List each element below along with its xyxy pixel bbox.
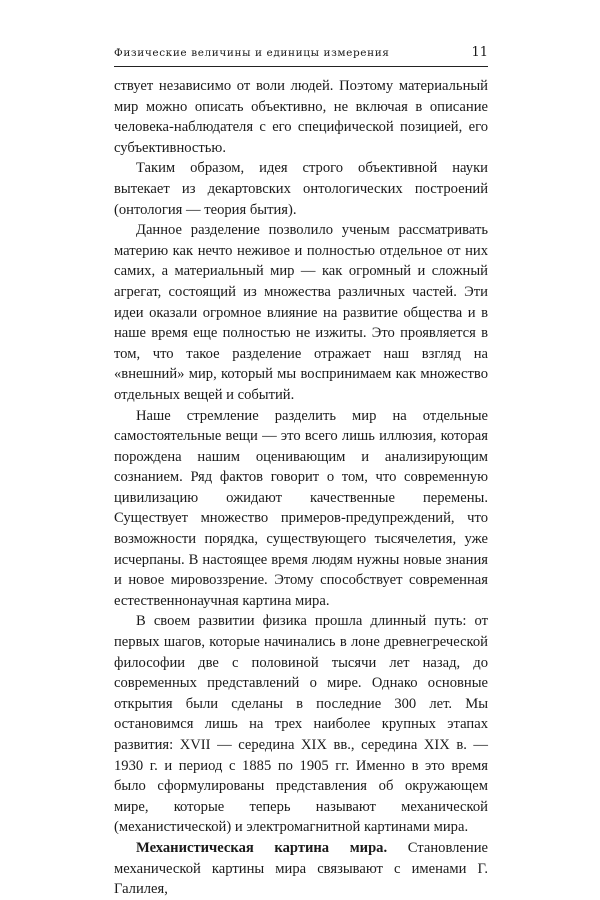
running-header xyxy=(114,47,488,63)
section-heading: Механистическая картина мира. xyxy=(136,839,388,856)
body-text xyxy=(114,76,488,900)
paragraph-1: ствует независимо от воли людей. Поэтому материальный мир можно описать объективно, не включая в описание человека-наблюдателя с его специфической позицией, его субъективностью. xyxy=(114,78,488,156)
paragraph-5: В своем развитии физика прошла длинный путь: от первых шагов, которые начинались в лоне древнегреческой философии две с половиной тысячи лет назад, до современных представлений о мире. Однако основные открытия были сделаны в последние 300 лет. Мы остановимся лишь на трех наиболее крупных этапах развития: XVII — середина XIX вв., середина XIX в. — 1930 г. и период с 1885 по 1905 гг. Именно в это время было сформулированы представления об окружающем мире, которые теперь называют механической (механистической) и электромагнитной картинами мира. xyxy=(114,613,488,836)
paragraph-4: Наше стремление разделить мир на отдельные самостоятельные вещи — это всего лишь иллюзия, которая порождена нашим оценивающим и анализирующим сознанием. Ряд фактов говорит о том, что современную цивилизацию ожидают качественные перемены. Существует множество примеров-предупреждений, что возможности порядка, существующего тысячелетия, уже исчерпаны. В настоящее время людям нужны новые знания и новое мировоззрение. Этому способствует современная естественнонаучная картина мира. xyxy=(114,407,488,609)
header-rule xyxy=(114,66,488,67)
paragraph-2: Таким образом, идея строго объективной науки вытекает из декартовских онтологических построений (онтология — теория бытия). xyxy=(114,160,488,218)
page-number: 11 xyxy=(471,45,488,60)
paragraph-3: Данное разделение позволило ученым рассматривать материю как нечто неживое и полностью отдельное от них самих, а материальный мир — как огромный и сложный агрегат, состоящий из множества различных частей. Эти идеи оказали огромное влияние на развитие общества и в наше время еще полностью не изжиты. Это проявляется в том, что такое разделение отражает наш взгляд на «внешний» мир, который мы воспринимаем как множество отдельных вещей и событий. xyxy=(114,222,488,403)
paragraph-6-text: Становление механической картины мира связывают с именами Г. Галилея, xyxy=(114,839,489,898)
header-title: Физические величины и единицы измерения xyxy=(114,47,390,59)
paragraph-6 xyxy=(114,838,488,900)
